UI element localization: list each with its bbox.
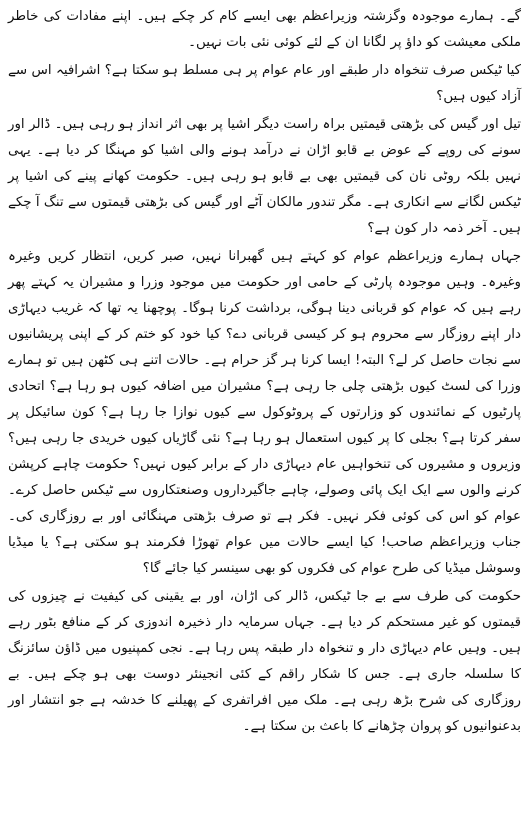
paragraph-unemployment: حکومت کی طرف سے بے جا ٹیکس، ڈالر کی اڑان، اور بے یقینی کی کیفیت نے چیزوں کی قیمتوں کو غیر مستحکم کر دیا ہے۔ جہاں سرمایہ دار ذخیرہ اندوزی کر کے منافع بٹور رہے ہیں۔ وہیں عام دیہاڑی دار و تنخواہ دار طبقہ پس رہا ہے۔ نجی کمپنیوں میں ڈاؤن سائزنگ کا سلسلہ جاری ہے۔ جس کا شکار راقم کے کئی انجینئر دوست بھی ہو چکے ہیں۔ بے روزگاری کی شرح بڑھ رہی ہے۔ ملک میں افراتفری کے پھیلنے کا خدشہ ہے جو انتشار اور بدعنوانیوں کو پروان چڑھانے کا باعث بن سکتا ہے۔: [8, 589, 521, 734]
paragraph-sacrifice: جہاں ہمارے وزیراعظم عوام کو کہتے ہیں گھبرانا نہیں، صبر کریں، انتظار کریں وغیرہ وغیرہ۔ وہیں موجودہ پارٹی کے حامی اور حکومت میں موجود وزرا و مشیران یہ کہتے پھر رہے ہیں کہ عوام کو قربانی دینا ہوگی، برداشت کرنا ہوگا۔ پوچھنا یہ تھا کہ غریب دیہاڑی دار اپنے روزگار سے محروم ہو کر کیسی قربانی دے؟ کیا خود کو ختم کر کے اپنی پریشانیوں سے نجات حاصل کر لے؟ البتہ! ایسا کرنا ہر گز حرام ہے۔ حالات اتنے ہی کٹھن ہیں تو ہمارے وزرا کی لسٹ کیوں بڑھتی چلی جا رہی ہے؟ مشیران میں اضافہ کیوں ہو رہا ہے؟ اتحادی پارٹیوں کے نمائندوں کو وزارتوں کے پروٹوکول سے کیوں نوازا جا رہا ہے؟ کون سائیکل پر سفر کرتا ہے؟ بجلی کا پر کیوں استعمال ہو رہا ہے؟ نئی گاڑیاں کیوں خریدی جا رہی ہیں؟ وزیروں و مشیروں کی تنخواہیں عام دیہاڑی دار کے برابر کیوں نہیں؟ حکومت چاہے کرپشن کرنے والوں سے ایک ایک پائی وصولے، چاہے جاگیرداروں وصنعتکاروں سے ٹیکس حاصل کرے۔ عوام کو اس کی کوئی فکر نہیں۔ فکر ہے تو صرف بڑھتی مہنگائی اور بے روزگاری کی۔ جناب وزیراعظم صاحب! کیا ایسے حالات میں عوام تھوڑا فکرمند ہو سکتی ہے؟ یا میڈیا وسوشل میڈیا کی طرح عوام کی فکروں کو بھی سینسر کیا جائے گا؟: [8, 249, 521, 576]
paragraph-tax-question: کیا ٹیکس صرف تنخواہ دار طبقے اور عام عوام پر ہی مسلط ہو سکتا ہے؟ اشرافیہ اس سے آزاد کیوں ہیں؟: [8, 63, 521, 104]
paragraph-prices: تیل اور گیس کی بڑھتی قیمتیں براہ راست دیگر اشیا پر بھی اثر انداز ہو رہی ہیں۔ ڈالر اور سونے کی روپے کے عوض بے قابو اڑان نے درآمد ہونے والی اشیا کو مہنگا کر دیا ہے۔ یہی نہیں بلکہ روٹی نان کی قیمتیں بھی بے قابو ہو رہی ہیں۔ حکومت کھانے پینے کی اشیا پر ٹیکس لگانے سے انکاری ہے۔ مگر تندور مالکان آٹے اور گیس کی بڑھتی قیمتوں سے تنگ آ چکے ہیں۔ آخر ذمہ دار کون ہے؟: [8, 117, 521, 236]
paragraph-intro-ending: گے۔ ہمارے موجودہ وگزشتہ وزیراعظم بھی ایسے کام کر چکے ہیں۔ اپنے مفادات کی خاطر ملکی معیشت کو داؤ پر لگانا ان کے لئے کوئی نئی بات نہیں۔: [8, 9, 521, 50]
